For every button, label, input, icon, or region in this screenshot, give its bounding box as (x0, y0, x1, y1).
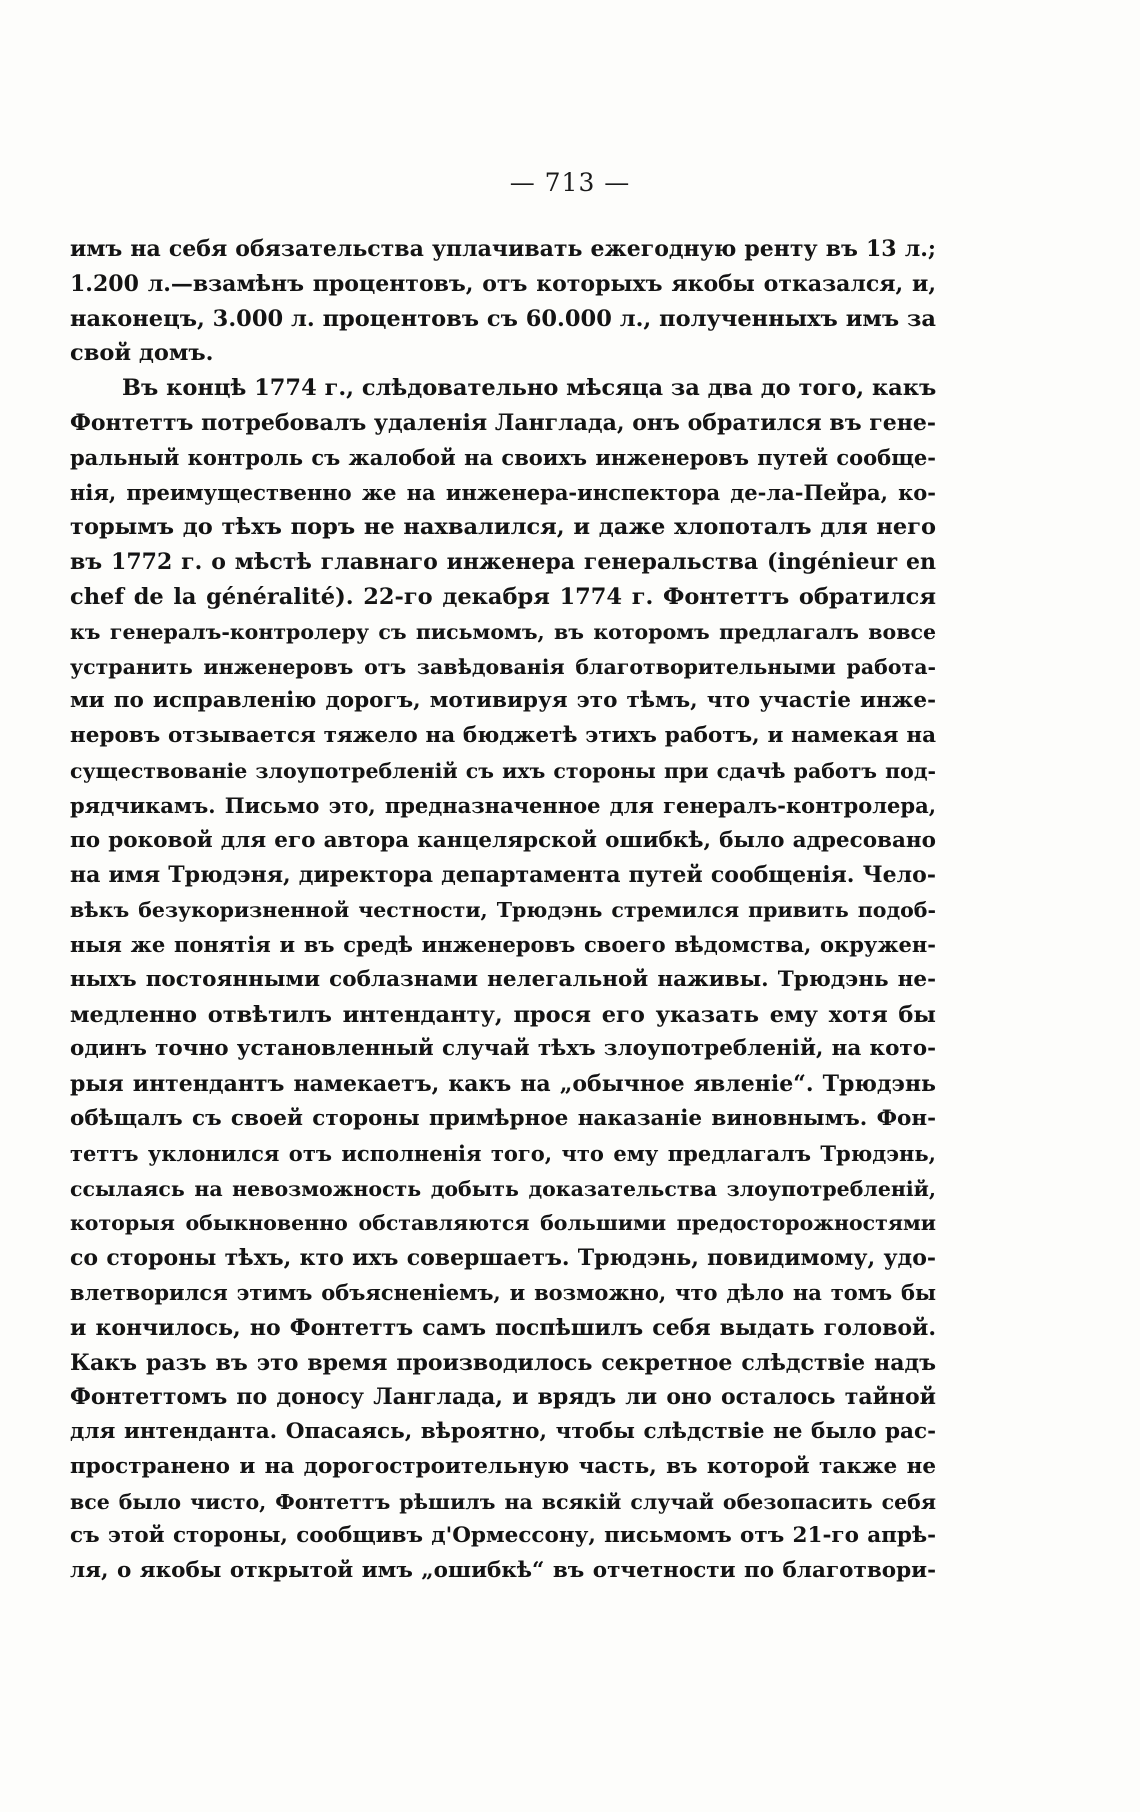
text-line: существованіе злоупотребленій съ ихъ стороны при сдачѣ работъ под- (70, 758, 936, 783)
text-line: со стороны тѣхъ, кто ихъ совершаетъ. Трюдэнь, повидимому, удо- (70, 1245, 936, 1272)
page-number: — 713 — (509, 168, 631, 197)
text-line: Фонтеттъ потребовалъ удаленія Ланглада, онъ обратился въ гене- (70, 409, 936, 436)
text-line: все было чисто, Фонтеттъ рѣшилъ на всякій случай обезопасить себя (70, 1489, 936, 1514)
text-line: chef de la généralité). 22-го декабря 1774 г. Фонтеттъ обратился (70, 583, 936, 610)
text-line: по роковой для его автора канцелярской ошибкѣ, было адресовано (70, 827, 936, 853)
text-line: ныхъ постоянными соблазнами нелегальной наживы. Трюдэнь не- (70, 966, 936, 992)
text-line: которыя обыкновенно обставляются большими предосторожностями (70, 1211, 936, 1236)
text-line: ныя же понятія и въ средѣ инженеровъ своего вѣдомства, окружен- (70, 931, 936, 957)
text-line: и кончилось, но Фонтеттъ самъ поспѣшилъ себя выдать головой. (70, 1314, 936, 1341)
text-line: свой домъ. (70, 340, 214, 367)
text-line: въ 1772 г. о мѣстѣ главнаго инженера генеральства (ingénieur en (70, 549, 936, 576)
text-line: имъ на себя обязательства уплачивать ежегодную ренту въ 13 л.; (70, 236, 936, 262)
text-line: одинъ точно установленный случай тѣхъ злоупотребленій, на кото- (70, 1036, 936, 1062)
text-line: Фонтеттомъ по доносу Ланглада, и врядъ ли оно осталось тайной (70, 1384, 936, 1411)
text-line: устранить инженеровъ отъ завѣдованія благотворительными работа- (70, 654, 936, 679)
text-line: нія, преимущественно же на инженера-инспектора де-ла-Пейра, ко- (70, 479, 936, 505)
text-line: влетворился этимъ объясненіемъ, и возможно, что дѣло на томъ бы (70, 1279, 936, 1305)
text-line: неровъ отзывается тяжело на бюджетѣ этихъ работъ, и намекая на (70, 723, 936, 749)
text-line: обѣщалъ съ своей стороны примѣрное наказаніе виновнымъ. Фон- (70, 1105, 936, 1131)
text-line: Въ концѣ 1774 г., слѣдовательно мѣсяца за два до того, какъ (122, 375, 936, 402)
text-line: 1.200 л.—взамѣнъ процентовъ, отъ которыхъ якобы отказался, и, (70, 270, 936, 297)
text-line: рыя интендантъ намекаетъ, какъ на „обычное явленіе“. Трюдэнь (70, 1071, 936, 1098)
body-text (70, 232, 936, 1589)
text-line: пространено и на дорогостроительную часть, въ которой также не (70, 1453, 936, 1479)
text-line: на имя Трюдэня, директора департамента путей сообщенія. Чело- (70, 862, 936, 889)
text-line: теттъ уклонился отъ исполненія того, что ему предлагалъ Трюдэнь, (70, 1140, 936, 1166)
text-line: ссылаясь на невозможность добыть доказательства злоупотребленій, (70, 1176, 936, 1201)
text-line: ми по исправленію дорогъ, мотивируя это тѣмъ, что участіе инже- (70, 688, 936, 714)
text-line: рядчикамъ. Письмо это, предназначенное для генералъ-контролера, (70, 792, 936, 818)
text-line: ля, о якобы открытой имъ „ошибкѣ“ въ отчетности по благотвори- (70, 1558, 936, 1584)
text-line: Какъ разъ въ это время производилось секретное слѣдствіе надъ (70, 1349, 936, 1376)
text-line: вѣкъ безукоризненной честности, Трюдэнь стремился привить подоб- (70, 898, 936, 923)
text-line: торымъ до тѣхъ поръ не нахвалился, и даже хлопоталъ для него (70, 514, 936, 541)
text-line: съ этой стороны, сообщивъ д'Ормессону, письмомъ отъ 21-го апрѣ- (70, 1523, 936, 1549)
text-line: къ генералъ-контролеру съ письмомъ, въ которомъ предлагалъ вовсе (70, 619, 936, 644)
text-line: для интенданта. Опасаясь, вѣроятно, чтобы слѣдствіе не было рас- (70, 1419, 936, 1445)
text-line: медленно отвѣтилъ интенданту, прося его указать ему хотя бы (70, 1001, 936, 1028)
text-line: наконецъ, 3.000 л. процентовъ съ 60.000 л., полученныхъ имъ за (70, 305, 936, 332)
text-line: ральный контроль съ жалобой на своихъ инженеровъ путей сообще- (70, 444, 936, 470)
